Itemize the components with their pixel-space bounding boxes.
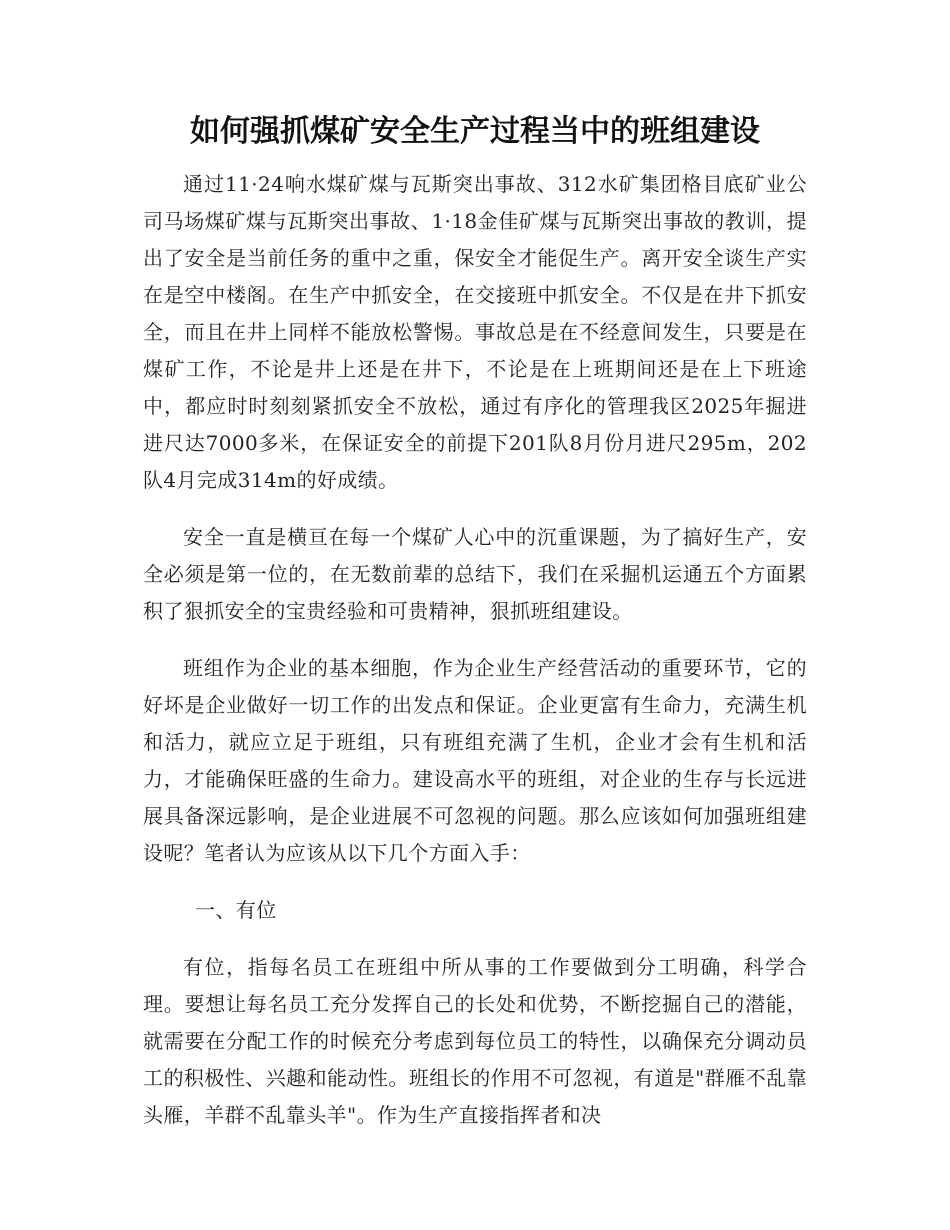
document-body xyxy=(143,166,807,1154)
document-title: 如何强抓煤矿安全生产过程当中的班组建设 xyxy=(190,114,760,149)
paragraph-section-one: 有位，指每名员工在班组中所从事的工作要做到分工明确，科学合理。要想让每名员工充分发挥自己的长处和优势，不断挖掘自己的潜能，就需要在分配工作的时候充分考虑到每位员工的特性，以确保充分调动员工的积极性、兴趣和能动性。班组长的作用不可忽视，有道是"群雁不乱靠头雁，羊群不乱靠头羊"。作为生产直接指挥者和决 xyxy=(143,955,807,1127)
paragraph-team-building: 班组作为企业的基本细胞，作为企业生产经营活动的重要环节，它的好坏是企业做好一切工作的出发点和保证。企业更富有生命力，充满生机和活力，就应立足于班组，只有班组充满了生机，企业才会有生机和活力，才能确保旺盛的生命力。建设高水平的班组，对企业的生存与长远进展具备深远影响，是企业进展不可忽视的问题。那么应该如何加强班组建设呢？笔者认为应该从以下几个方面入手： xyxy=(143,656,807,865)
section-heading: 一、有位 xyxy=(195,898,277,922)
paragraph-accident-lessons: 通过11·24响水煤矿煤与瓦斯突出事故、312水矿集团格目底矿业公司马场煤矿煤与瓦斯突出事故、1·18金佳矿煤与瓦斯突出事故的教训，提出了安全是当前任务的重中之重，保安全才能促生产。离开安全谈生产实在是空中楼阁。在生产中抓安全，在交接班中抓安全。不仅是在井下抓安全，而且在井上同样不能放松警惕。事故总是在不经意间发生，只要是在煤矿工作，不论是井上还是在井下，不论是在上班期间还是在上下班途中，都应时时刻刻紧抓安全不放松，通过有序化的管理我区2025年掘进进尺达7000多米，在保证安全的前提下201队8月份月进尺295m，202队4月完成314m的好成绩。 xyxy=(143,172,807,492)
paragraph-safety-priority: 安全一直是横亘在每一个煤矿人心中的沉重课题，为了搞好生产，安全必须是第一位的，在无数前辈的总结下，我们在采掘机运通五个方面累积了狠抓安全的宝贵经验和可贵精神，狠抓班组建设。 xyxy=(143,525,807,623)
